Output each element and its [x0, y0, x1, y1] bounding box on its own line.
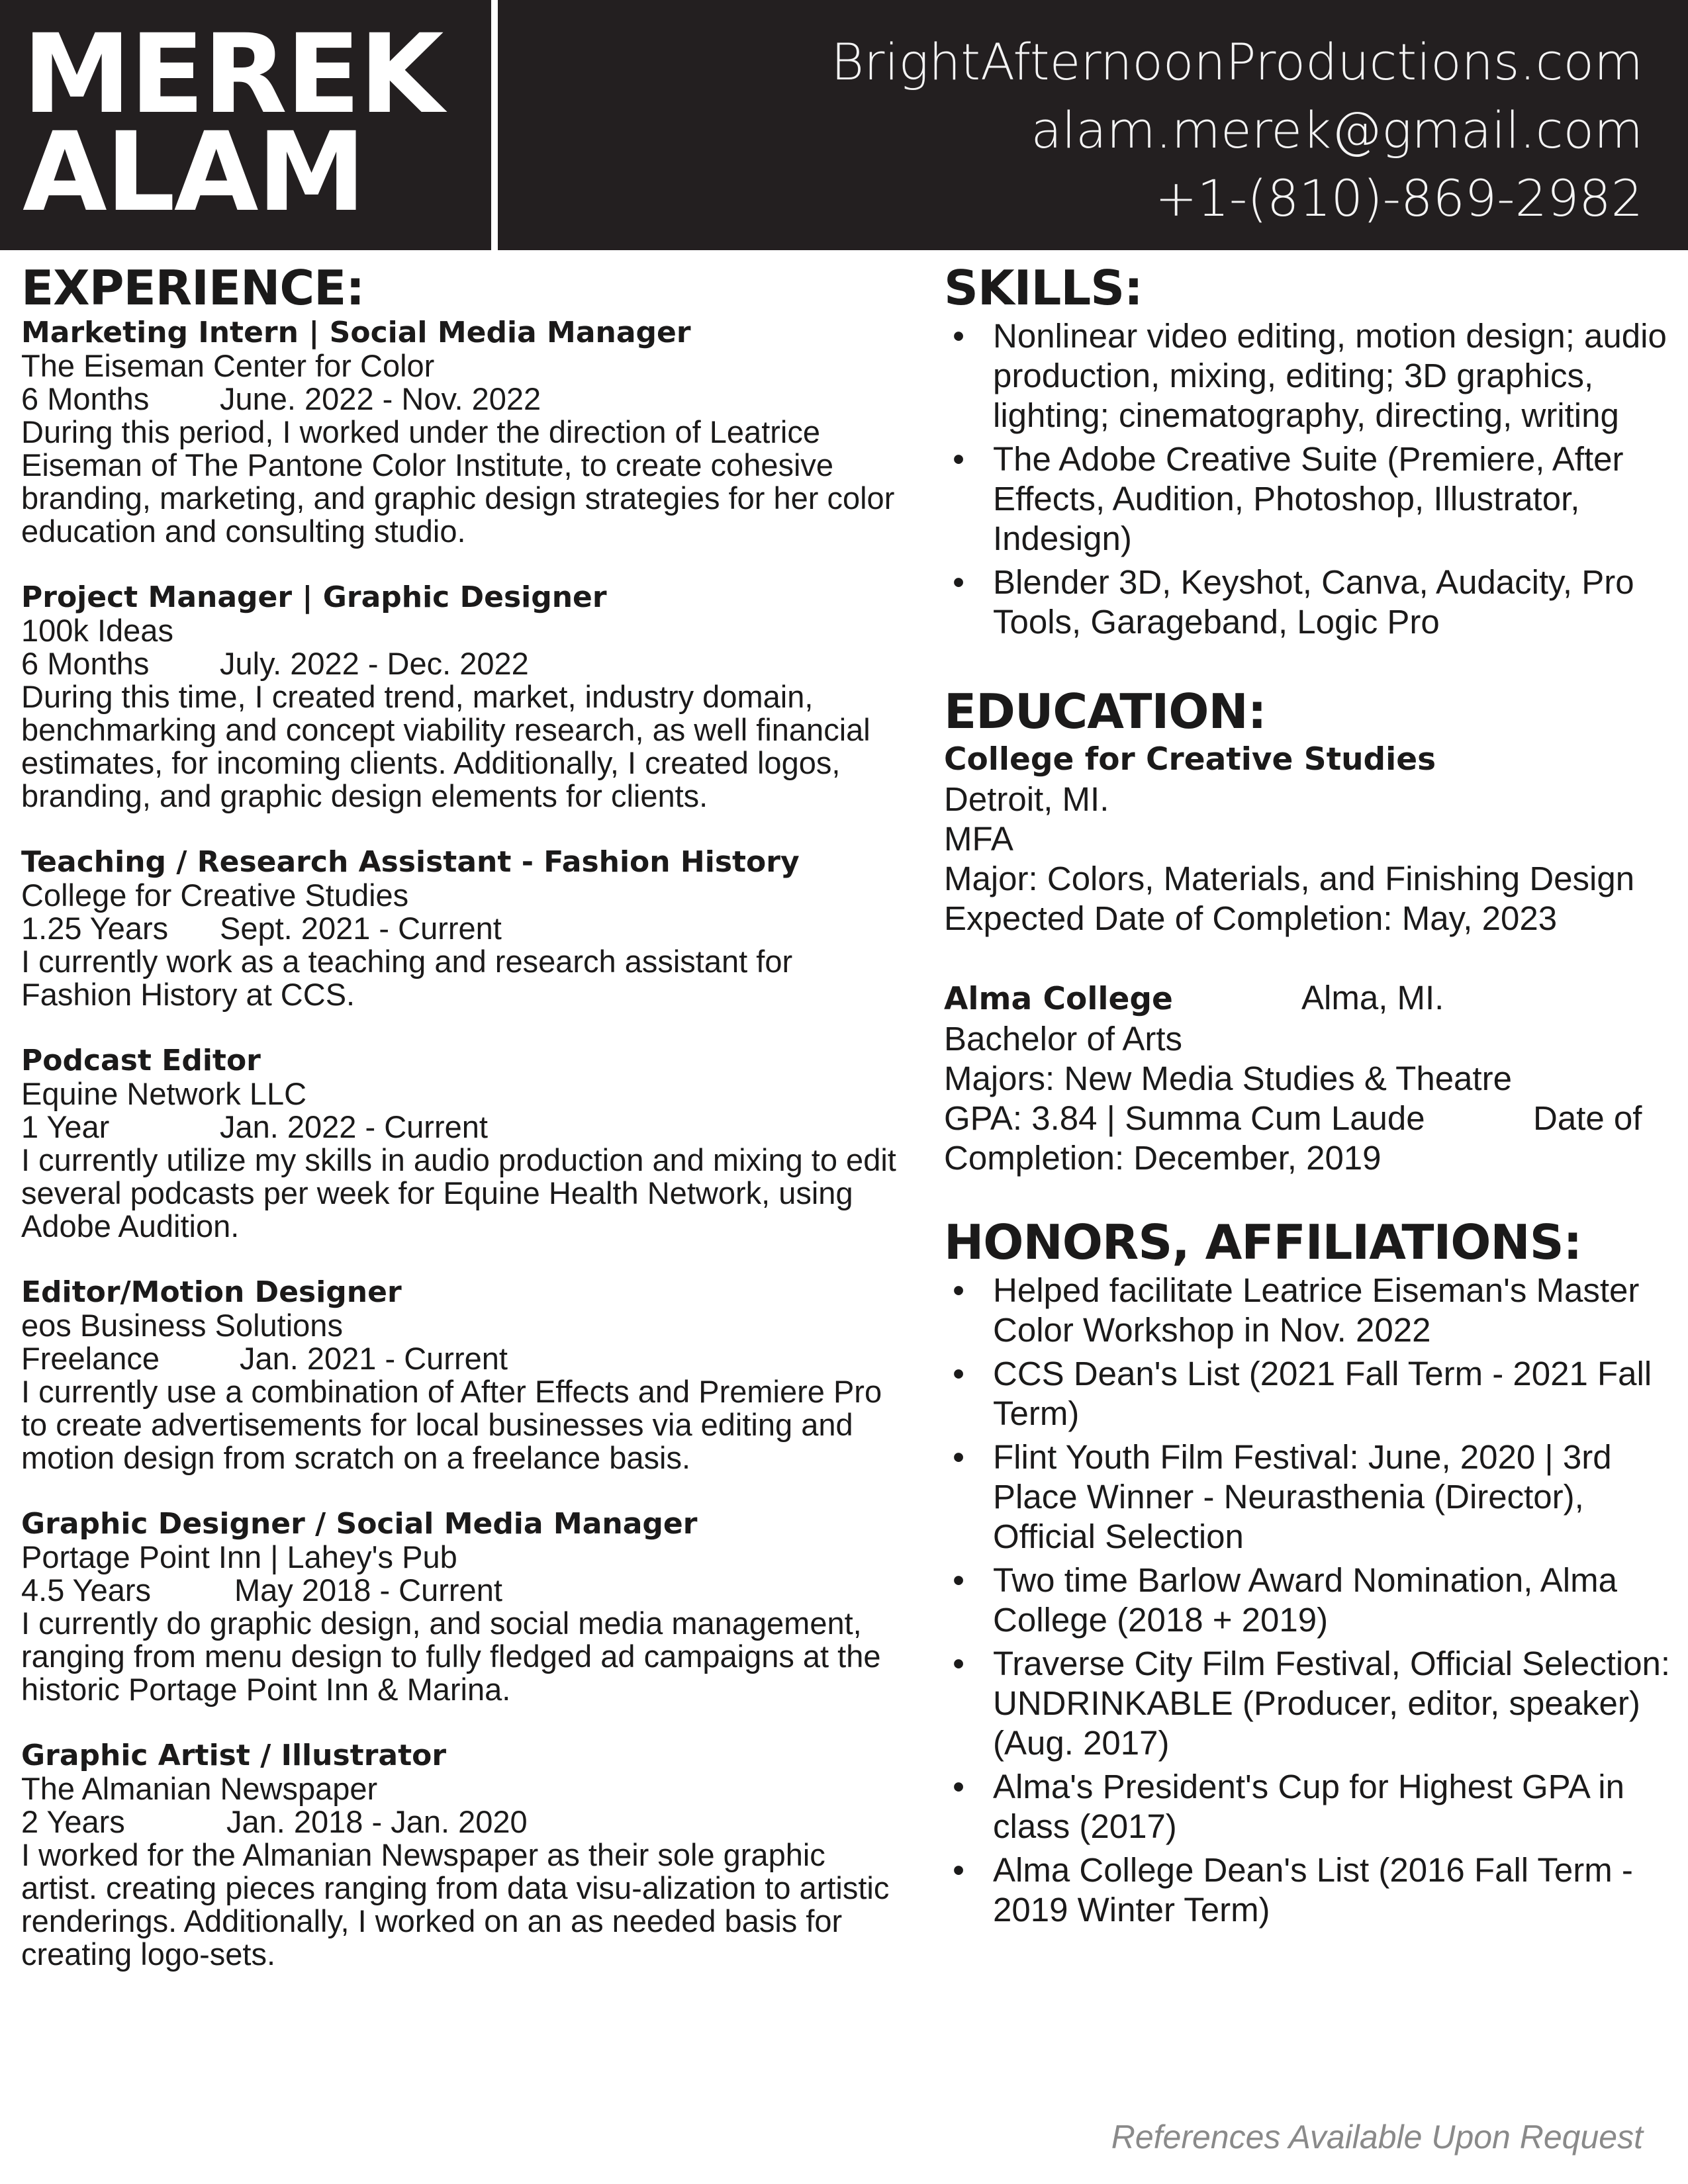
list-item: • The Adobe Creative Suite (Premiere, After Effects, Audition, Photoshop, Illustrator, Indesign) [944, 439, 1672, 559]
job-title: Marketing Intern | Social Media Manager [21, 316, 691, 349]
bullet-icon: • [953, 1438, 964, 1476]
expected-completion: Expected Date of Completion: May, 2023 [944, 899, 1558, 937]
completion-date: Completion: December, 2019 [944, 1139, 1382, 1177]
job-entry [21, 1276, 902, 1475]
job-dates: Jan. 2022 - Current [220, 1109, 488, 1144]
right-column [944, 259, 1672, 1934]
job-description: I currently work as a teaching and research assistant for Fashion History at CCS. [21, 944, 793, 1012]
job-org: eos Business Solutions [21, 1308, 343, 1343]
major: Major: Colors, Materials, and Finishing Design [944, 860, 1635, 897]
experience-section [21, 259, 902, 2004]
list-item: • Two time Barlow Award Nomination, Alma College (2018 + 2019) [944, 1561, 1672, 1640]
job-title: Teaching / Research Assistant - Fashion History [21, 845, 800, 879]
name-last: ALAM [23, 109, 365, 236]
bullet-icon: • [953, 317, 964, 355]
degree: MFA [944, 820, 1013, 858]
list-item: • CCS Dean's List (2021 Fall Term - 2021 Fall Term) [944, 1354, 1672, 1433]
honors-list [944, 1271, 1672, 1930]
job-entry [21, 1508, 902, 1706]
gpa: GPA: 3.84 | Summa Cum Laude [944, 1099, 1425, 1137]
bullet-icon: • [953, 440, 964, 478]
job-dates: June. 2022 - Nov. 2022 [220, 381, 541, 416]
job-title: Graphic Artist / Illustrator [21, 1739, 447, 1772]
job-duration: Freelance [21, 1341, 160, 1376]
phone-number[interactable]: +1-(810)-869-2982 [1154, 169, 1643, 228]
job-entry [21, 316, 902, 548]
job-duration: 2 Years [21, 1804, 125, 1839]
job-dates: Jan. 2018 - Jan. 2020 [226, 1804, 528, 1839]
references-note: References Available Upon Request [1111, 2118, 1643, 2156]
job-org: Portage Point Inn | Lahey's Pub [21, 1539, 457, 1574]
list-item: • Alma's President's Cup for Highest GPA in class (2017) [944, 1767, 1672, 1846]
job-period [21, 383, 902, 416]
bullet-icon: • [953, 1851, 964, 1889]
job-period [21, 1574, 902, 1607]
job-org: Equine Network LLC [21, 1076, 307, 1111]
job-dates: Jan. 2021 - Current [240, 1341, 508, 1376]
job-description: During this time, I created trend, market, industry domain, benchmarking and concept viability research, as well financial estimates, for incoming clients. Additionally, I created logos, branding, and graphic design elements for clients. [21, 679, 870, 813]
job-title: Graphic Designer / Social Media Manager [21, 1507, 698, 1541]
job-description: I worked for the Almanian Newspaper as their sole graphic artist. creating pieces ranging from data visu-alization to artistic renderings. Additionally, I worked on an as needed basis for creating logo-sets. [21, 1837, 890, 1972]
job-description: I currently use a combination of After Effects and Premiere Pro to create advertisements for local businesses via editing and motion design from scratch on a freelance basis. [21, 1374, 882, 1475]
job-description: During this period, I worked under the direction of Leatrice Eiseman of The Pantone Color Institute, to create cohesive branding, marketing, and graphic design strategies for her color education and consulting studio. [21, 414, 895, 549]
job-title: Editor/Motion Designer [21, 1275, 402, 1309]
skills-heading: SKILLS: [944, 260, 1143, 316]
education-heading: EDUCATION: [944, 684, 1266, 739]
bullet-icon: • [953, 1271, 964, 1309]
job-org: 100k Ideas [21, 613, 173, 648]
job-duration: 1 Year [21, 1109, 110, 1144]
skills-list [944, 316, 1672, 642]
school-location: Alma, MI. [1301, 979, 1444, 1017]
bullet-icon: • [953, 563, 964, 601]
job-entry [21, 846, 902, 1011]
list-item: • Nonlinear video editing, motion design; audio production, mixing, editing; 3D graphics, lighting; cinematography, directing, writing [944, 316, 1672, 435]
job-title: Podcast Editor [21, 1044, 261, 1077]
bullet-icon: • [953, 1355, 964, 1392]
job-org: The Eiseman Center for Color [21, 348, 435, 383]
education-entry-alma [944, 978, 1672, 1178]
job-period [21, 1111, 902, 1144]
job-description: I currently utilize my skills in audio production and mixing to edit several podcasts per week for Equine Health Network, using Adobe Audition. [21, 1142, 896, 1244]
list-item: • Traverse City Film Festival, Official Selection: UNDRINKABLE (Producer, editor, speaker) (Aug. 2017) [944, 1644, 1672, 1763]
majors: Majors: New Media Studies & Theatre [944, 1060, 1512, 1097]
school-location: Detroit, MI. [944, 780, 1109, 818]
job-dates: Sept. 2021 - Current [220, 911, 502, 946]
job-org: College for Creative Studies [21, 878, 409, 913]
bullet-icon: • [953, 1645, 964, 1682]
completion-label: Date of [1533, 1099, 1642, 1137]
job-period [21, 912, 902, 945]
job-duration: 6 Months [21, 646, 150, 681]
experience-heading: EXPERIENCE: [21, 260, 365, 316]
bullet-icon: • [953, 1768, 964, 1805]
job-org: The Almanian Newspaper [21, 1771, 378, 1806]
job-dates: July. 2022 - Dec. 2022 [220, 646, 529, 681]
list-item: • Flint Youth Film Festival: June, 2020 | 3rd Place Winner - Neurasthenia (Director), Official Selection [944, 1437, 1672, 1557]
list-item: • Helped facilitate Leatrice Eiseman's Master Color Workshop in Nov. 2022 [944, 1271, 1672, 1350]
job-title: Project Manager | Graphic Designer [21, 580, 607, 614]
job-duration: 4.5 Years [21, 1572, 152, 1608]
job-duration: 1.25 Years [21, 911, 169, 946]
email-link[interactable]: alam.merek@gmail.com [1031, 101, 1643, 159]
name-block [0, 0, 491, 250]
education-entry-ccs [944, 740, 1672, 938]
job-entry [21, 581, 902, 813]
honors-heading: HONORS, AFFILIATIONS: [944, 1214, 1582, 1270]
contact-block [498, 0, 1688, 250]
job-dates: May 2018 - Current [234, 1572, 502, 1608]
bullet-icon: • [953, 1561, 964, 1599]
website-link[interactable]: BrightAfternoonProductions.com [831, 32, 1643, 91]
school-name: Alma College [944, 981, 1173, 1017]
job-description: I currently do graphic design, and social media management, ranging from menu design to fully fledged ad campaigns at the historic Portage Point Inn & Marina. [21, 1606, 881, 1707]
job-period [21, 1342, 902, 1375]
list-item: • Blender 3D, Keyshot, Canva, Audacity, Pro Tools, Garageband, Logic Pro [944, 563, 1672, 642]
school-name: College for Creative Studies [944, 741, 1436, 778]
job-duration: 6 Months [21, 381, 150, 416]
job-period [21, 1805, 902, 1839]
degree: Bachelor of Arts [944, 1020, 1183, 1058]
list-item: • Alma College Dean's List (2016 Fall Term - 2019 Winter Term) [944, 1850, 1672, 1930]
job-entry [21, 1044, 902, 1243]
name-first: MEREK [23, 11, 443, 138]
job-entry [21, 1739, 902, 1971]
job-period [21, 647, 902, 680]
